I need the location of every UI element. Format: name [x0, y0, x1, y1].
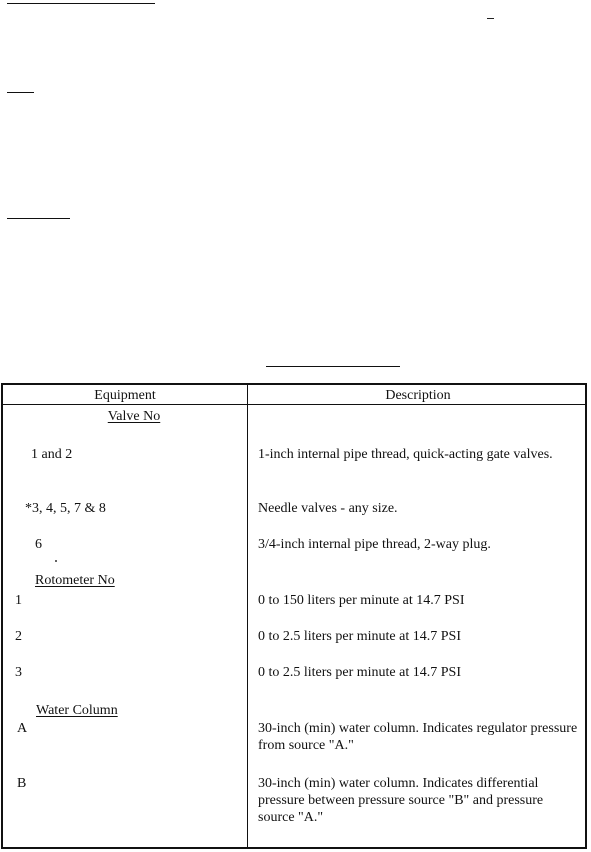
row-rotometer-2-equipment: 2 [15, 629, 22, 644]
row-water-column-b-equipment: B [17, 776, 27, 791]
row-rotometer-1-description: 0 to 150 liters per minute at 14.7 PSI [258, 593, 465, 608]
stray-speck [55, 560, 57, 562]
header-divider [3, 404, 585, 405]
row-valve-1-2-equipment: 1 and 2 [31, 447, 73, 462]
row-water-column-a-description: 30-inch (min) water column. Indicates regulator pressure from source "A." [258, 721, 578, 753]
redacted-table-title-underline [266, 366, 400, 367]
row-needle-valves-description: Needle valves - any size. [258, 501, 398, 516]
redacted-heading-underline-2 [7, 92, 34, 93]
column-divider [247, 385, 248, 847]
equipment-table [1, 383, 587, 849]
header-description: Description [385, 388, 451, 403]
row-water-column-b-description: 30-inch (min) water column. Indicates differential pressure between pressure source "B" and pressure source "A." [258, 776, 544, 825]
redacted-heading-underline-1 [7, 3, 155, 4]
row-rotometer-3-description: 0 to 2.5 liters per minute at 14.7 PSI [258, 665, 461, 680]
redacted-heading-underline-3 [7, 218, 70, 219]
row-rotometer-3-equipment: 3 [15, 665, 22, 680]
row-needle-valves-equipment: *3, 4, 5, 7 & 8 [25, 501, 106, 516]
row-water-column-a-equipment: A [17, 721, 28, 736]
row-rotometer-2-description: 0 to 2.5 liters per minute at 14.7 PSI [258, 629, 461, 644]
section-rotometer-no: Rotometer No [35, 573, 115, 588]
row-rotometer-1-equipment: 1 [15, 593, 22, 608]
row-valve-6-description: 3/4-inch internal pipe thread, 2-way plug. [258, 537, 491, 552]
section-valve-no: Valve No [107, 409, 161, 424]
row-valve-1-2-description: 1-inch internal pipe thread, quick-acting gate valves. [258, 447, 553, 462]
row-valve-6-equipment: 6 [35, 537, 42, 552]
stray-mark [487, 18, 494, 19]
header-equipment: Equipment [94, 388, 156, 403]
section-water-column: Water Column [36, 703, 118, 718]
